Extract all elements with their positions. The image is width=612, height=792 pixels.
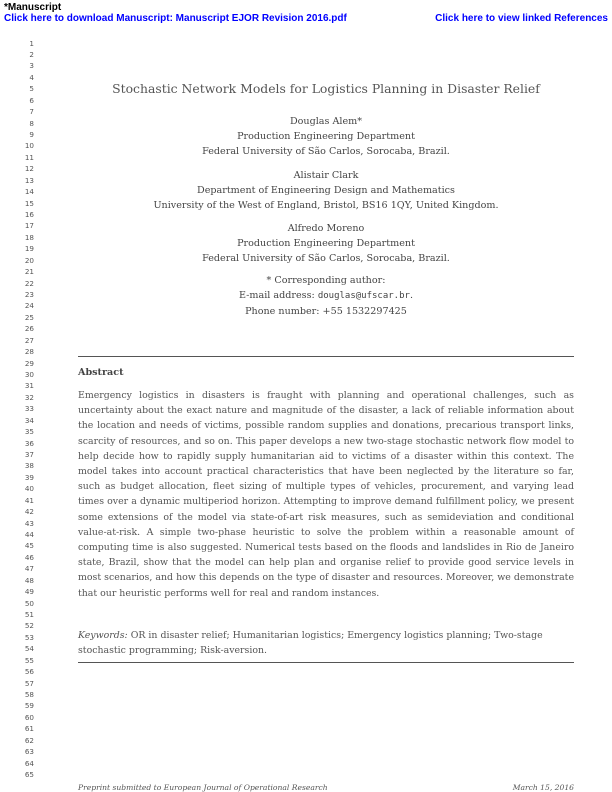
- keywords-text: OR in disaster relief; Humanitarian logistics; Emergency logistics planning; Two-stage stochastic programming; Risk-aversion.: [78, 630, 543, 657]
- line-number: 63: [24, 747, 34, 757]
- author-institution: Federal University of São Carlos, Sorocaba, Brazil.: [202, 146, 450, 157]
- line-number: 46: [24, 552, 34, 562]
- line-number: 41: [24, 495, 34, 505]
- corresponding-label: * Corresponding author:: [266, 275, 386, 286]
- line-number: 61: [24, 724, 34, 734]
- line-number: 14: [24, 187, 34, 197]
- view-references-link[interactable]: Click here to view linked References: [435, 13, 608, 24]
- line-number: 56: [24, 667, 34, 677]
- line-number: 51: [24, 610, 34, 619]
- author-block-1: [78, 114, 574, 159]
- line-number: 24: [24, 301, 34, 311]
- line-number: 37: [24, 449, 34, 459]
- line-number: 19: [24, 244, 34, 254]
- line-number: 45: [24, 541, 34, 551]
- line-number: 13: [24, 175, 34, 185]
- line-number: 28: [24, 347, 34, 357]
- line-number: 7: [29, 107, 34, 117]
- line-number: 9: [29, 129, 34, 139]
- line-number: 31: [24, 381, 34, 391]
- author-name: Alfredo Moreno: [287, 223, 365, 234]
- email-address[interactable]: douglas@ufscar.br: [317, 291, 410, 301]
- email-line: [78, 288, 574, 304]
- phone-line: Phone number: +55 1532297425: [245, 306, 407, 317]
- line-number: 5: [29, 84, 34, 94]
- line-number: 8: [29, 118, 34, 128]
- line-number: 10: [24, 141, 34, 151]
- author-block-3: [78, 221, 574, 266]
- line-number: 57: [24, 678, 34, 688]
- line-number: 47: [24, 564, 34, 574]
- line-number: 12: [24, 164, 34, 174]
- email-suffix: .: [409, 290, 414, 301]
- line-number: 18: [24, 232, 34, 242]
- abstract-heading: Abstract: [78, 367, 124, 378]
- line-number: 33: [24, 404, 34, 414]
- line-number: 2: [29, 49, 34, 59]
- author-department: Production Engineering Department: [237, 131, 415, 142]
- line-number: 39: [24, 472, 34, 482]
- line-number: 60: [24, 712, 34, 722]
- keywords-label: Keywords:: [78, 630, 128, 641]
- line-number: 55: [24, 655, 34, 665]
- line-number: 62: [24, 735, 34, 745]
- line-number: 52: [24, 621, 34, 631]
- line-number: 23: [24, 289, 34, 299]
- line-number: 35: [24, 427, 34, 437]
- line-number: 22: [24, 278, 34, 288]
- author-name: Alistair Clark: [293, 170, 359, 181]
- line-number: 3: [29, 61, 34, 71]
- author-department: Production Engineering Department: [237, 238, 415, 249]
- line-number: 58: [24, 690, 34, 699]
- line-number: 29: [24, 358, 34, 368]
- line-number: 36: [24, 438, 34, 448]
- line-number: 25: [24, 312, 34, 322]
- line-number: 21: [24, 267, 34, 277]
- line-number: 15: [24, 198, 34, 208]
- download-manuscript-link[interactable]: Click here to download Manuscript: Manuscript EJOR Revision 2016.pdf: [4, 13, 347, 24]
- line-number: 40: [24, 484, 34, 494]
- manuscript-label: *Manuscript: [4, 2, 62, 13]
- line-number: 34: [24, 415, 34, 425]
- line-number: 64: [24, 758, 34, 768]
- author-department: Department of Engineering Design and Mathematics: [197, 185, 455, 196]
- line-number: 38: [24, 461, 34, 471]
- line-number: 43: [24, 518, 34, 528]
- line-number: 53: [24, 632, 34, 642]
- line-number: 49: [24, 587, 34, 597]
- paper-title: Stochastic Network Models for Logistics Planning in Disaster Relief: [112, 81, 540, 96]
- line-number: 59: [24, 701, 34, 711]
- line-number: 30: [24, 369, 34, 379]
- line-number: 44: [24, 529, 34, 539]
- footer-preprint-note: Preprint submitted to European Journal of Operational Research: [78, 783, 328, 792]
- corresponding-author-block: [78, 273, 574, 319]
- line-number: 16: [24, 209, 34, 219]
- author-block-2: [78, 168, 574, 213]
- abstract-text: Emergency logistics in disasters is fraught with planning and operational challenges, such as uncertainty about the exact nature and magnitude of the disaster, a lack of reliable information about the location and needs of victims, possible random supplies and donations, precarious transport links, scarcity of resources, and so on. This paper develops a new two-stage stochastic network flow model to help decide how to rapidly supply humanitarian aid to victims of a disaster within this context. The model takes into account practical characteristics that have been neglected by the literature so far, such as budget allocation, fleet sizing of multiple types of vehicles, procurement, and varying lead times over a dynamic multiperiod horizon. Attempting to improve demand fulfillment policy, we present some extensions of the model via state-of-art risk measures, such as semideviation and conditional value-at-risk. A simple two-phase heuristic to solve the problem within a reasonable amount of computing time is also suggested. Numerical tests based on the floods and landslides in Rio de Janeiro state, Brazil, show that the model can help plan and organise relief to provide good service levels in most scenarios, and how this depends on the type of disaster and resources. Moreover, we demonstrate that our heuristic performs well for real and random instances.: [78, 390, 574, 599]
- line-number: 48: [24, 575, 34, 585]
- line-number: 17: [24, 221, 34, 231]
- line-number: 4: [29, 72, 34, 82]
- author-institution: Federal University of São Carlos, Sorocaba, Brazil.: [202, 253, 450, 264]
- line-number: 27: [24, 335, 34, 345]
- line-number: 26: [24, 324, 34, 334]
- footer-date: March 15, 2016: [512, 783, 574, 792]
- line-number: 6: [29, 95, 34, 105]
- author-institution: University of the West of England, Bristol, BS16 1QY, United Kingdom.: [153, 200, 499, 211]
- line-number: 54: [24, 644, 34, 654]
- abstract-bottom-rule: [78, 662, 574, 663]
- keywords-paragraph: [78, 628, 574, 658]
- line-number: 11: [24, 152, 34, 162]
- line-number: 50: [24, 598, 34, 608]
- line-number: 20: [24, 255, 34, 265]
- email-label: E-mail address:: [238, 290, 315, 301]
- line-number: 42: [24, 507, 34, 517]
- author-name: Douglas Alem*: [289, 116, 363, 127]
- line-number: 65: [24, 770, 34, 780]
- line-number: 32: [24, 392, 34, 402]
- abstract-top-rule: [78, 356, 574, 357]
- line-number: 1: [29, 38, 34, 48]
